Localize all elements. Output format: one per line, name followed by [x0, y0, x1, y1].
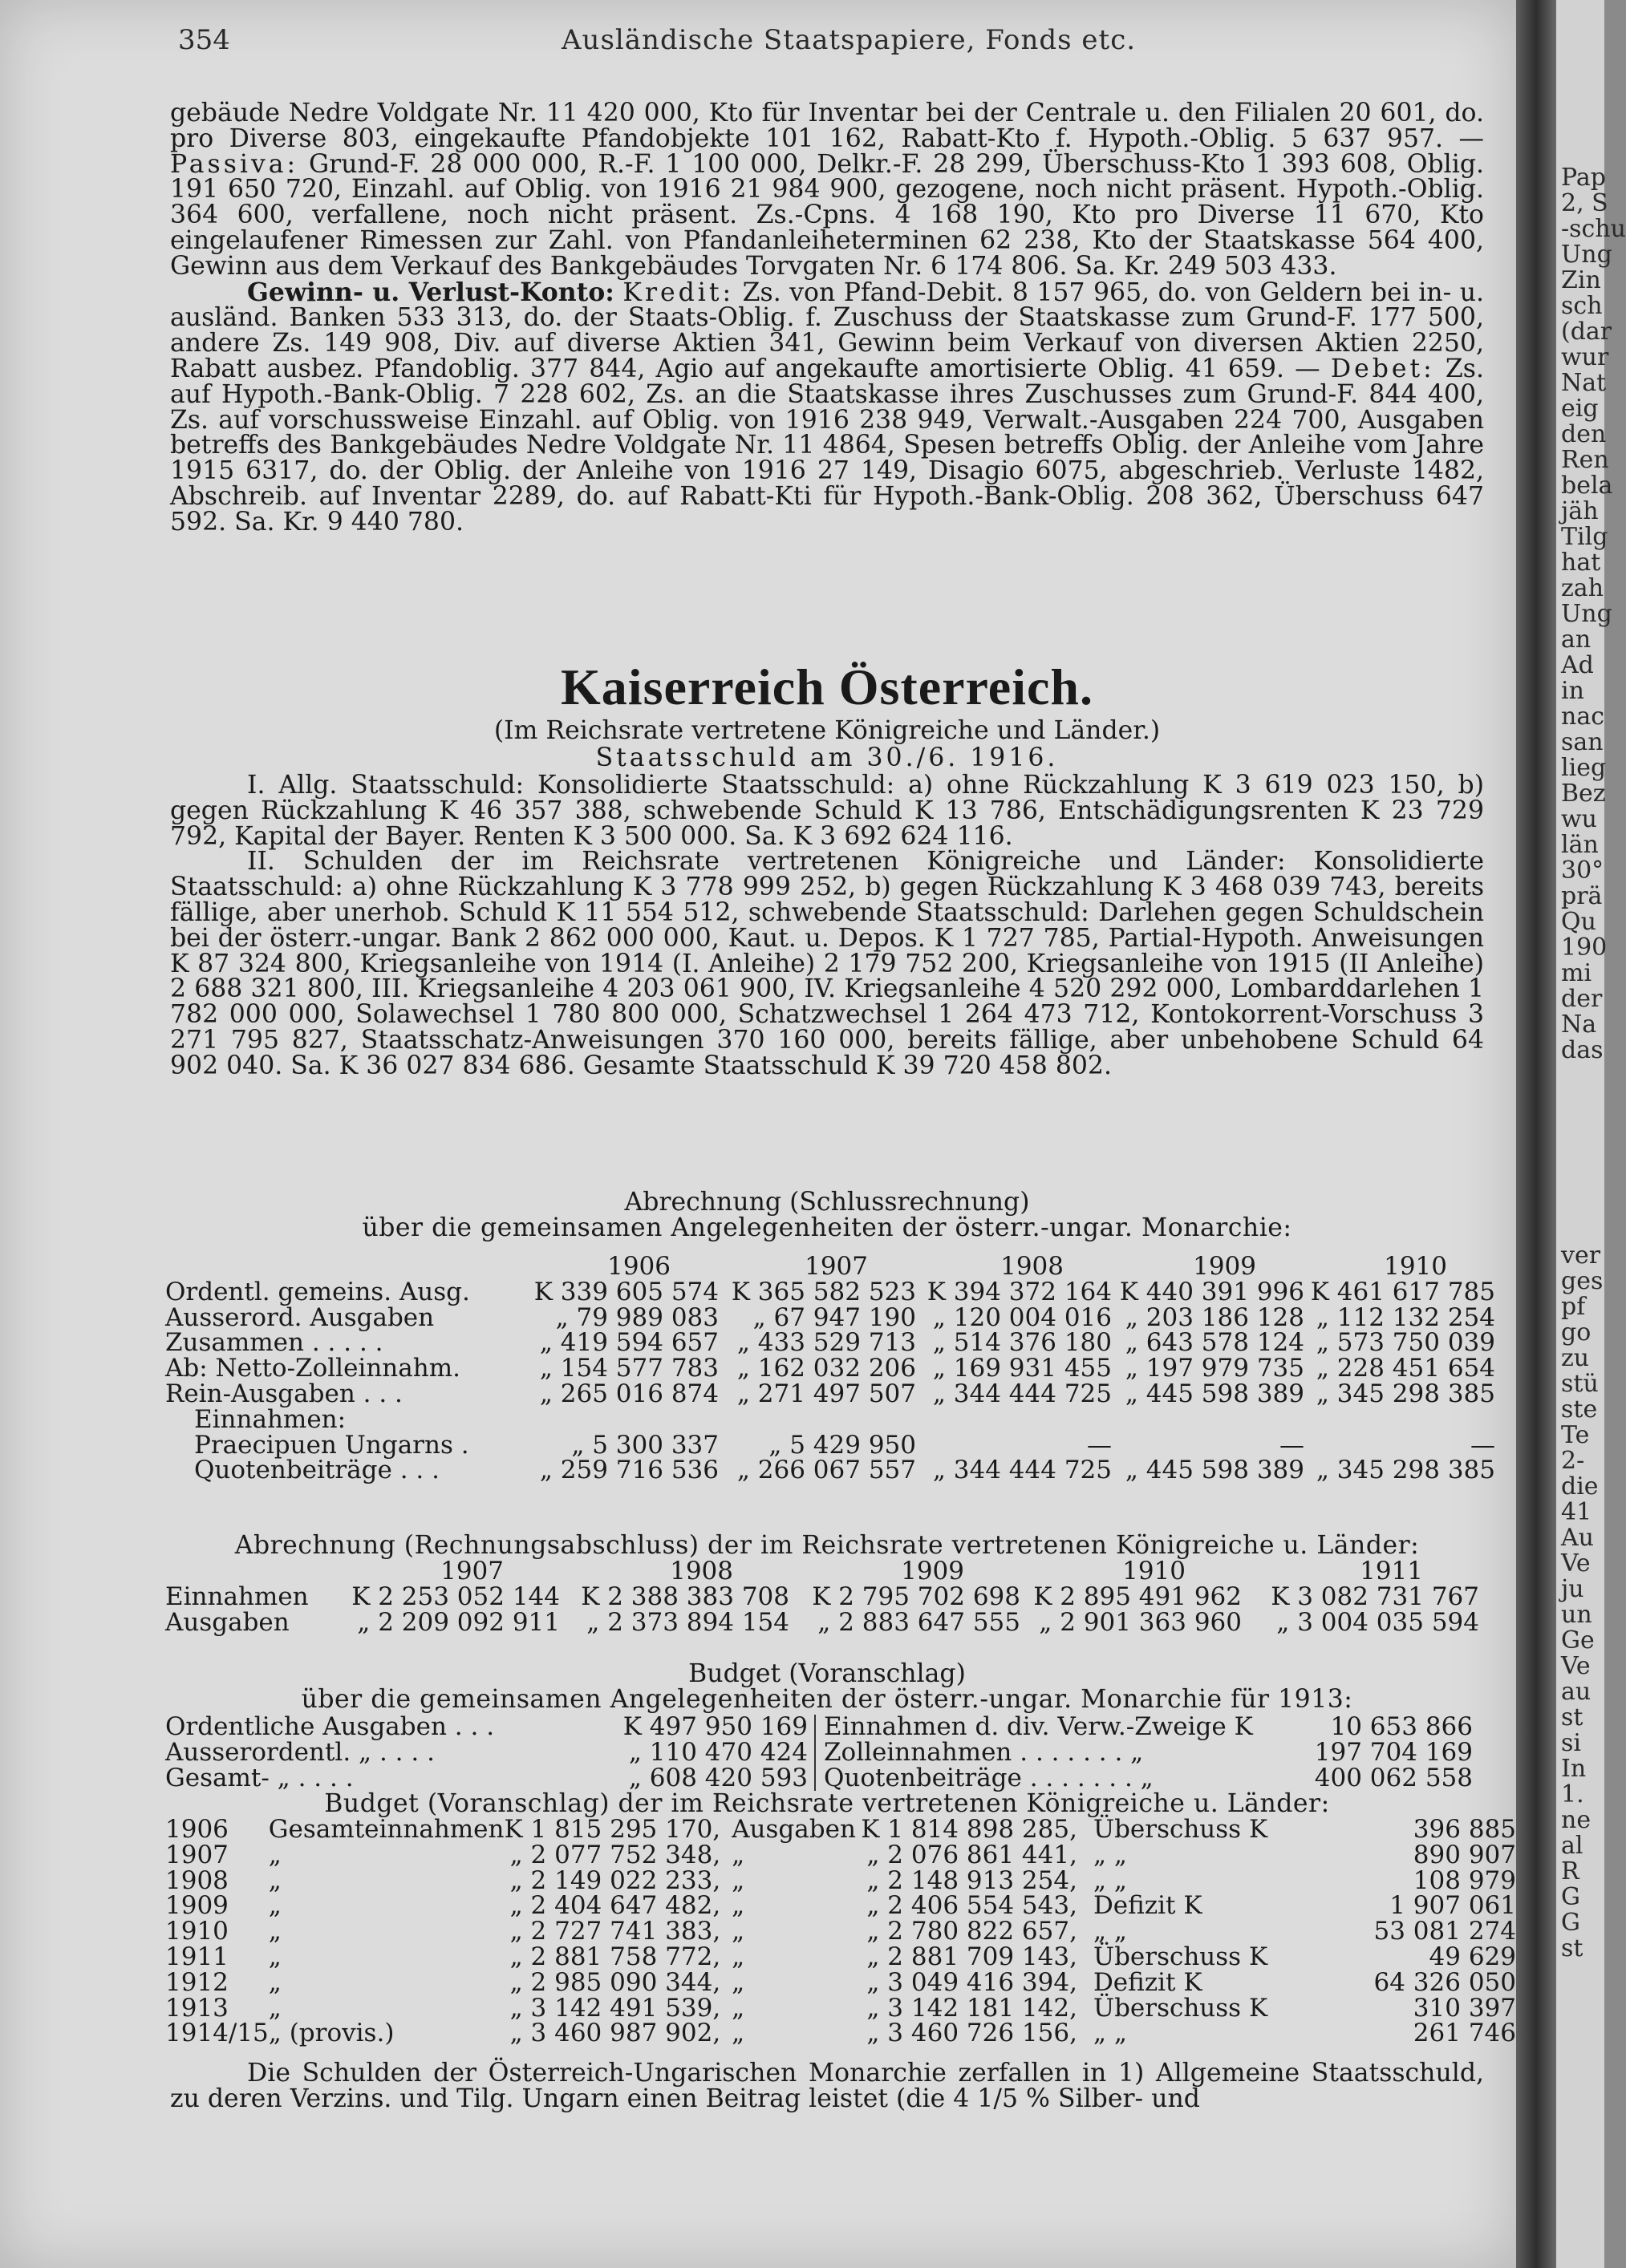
book-gutter: [1516, 0, 1556, 2268]
adjacent-page-fragment: Bez: [1561, 780, 1606, 808]
year-header: 1910: [1384, 1252, 1447, 1281]
cell: „ 67 947 190: [752, 1302, 916, 1332]
cell: „: [732, 2019, 745, 2048]
row-label: Gesamt- „ . . . .: [165, 1763, 354, 1792]
cell: K 2 253 052 144: [351, 1582, 560, 1611]
adjacent-page-fragment: ne: [1561, 1806, 1592, 1834]
adjacent-page-fragment: Tilg: [1561, 523, 1608, 551]
table-row: [165, 1945, 1516, 1970]
year-header: 1909: [1193, 1252, 1256, 1281]
adjacent-page-fragment: nac: [1561, 703, 1605, 731]
adjacent-page-fragment: go: [1561, 1318, 1592, 1347]
abrechnung-heading: Abrechnung (Schlussrechnung): [624, 1188, 1030, 1217]
adjacent-page-fragment: Qu: [1561, 908, 1596, 936]
year-cell: 1908: [165, 1865, 229, 1895]
cell: „: [732, 1865, 745, 1895]
row-label: Ausserord. Ausgaben: [165, 1302, 435, 1332]
adjacent-page-fragment: wur: [1561, 343, 1609, 371]
year-header: 1910: [1122, 1557, 1186, 1586]
closing-text: Die Schulden der Österreich-Ungarischen Monarchie zerfallen in 1) Allgemeine Staatsschuld, zu deren Verzins. und Tilg. Ungarn einen Beitrag leistet (die 4 1/5 % Silber- und: [170, 2059, 1484, 2113]
budget2-table: [165, 1817, 1516, 2047]
cell: „ 197 979 735: [1125, 1354, 1304, 1383]
table-row: [165, 1715, 1473, 1740]
row-label: Zolleinnahmen . . . . . . . „: [824, 1737, 1144, 1767]
adjacent-page-fragment: si: [1561, 1729, 1581, 1757]
adjacent-page-fragment: st: [1561, 1703, 1583, 1731]
cell: 400 062 558: [1314, 1763, 1473, 1792]
adjacent-page-fragment: G: [1561, 1909, 1580, 1937]
cell: „ 2 780 822 657,: [866, 1917, 1077, 1946]
adjacent-page-fragment: 1.: [1561, 1780, 1584, 1808]
adjacent-page-fragment: 2, S: [1561, 189, 1608, 217]
cell: „ 120 004 016: [932, 1302, 1112, 1332]
cell: „ 445 598 389: [1125, 1379, 1304, 1408]
cell: „: [732, 1942, 745, 1971]
cell: „ (provis.): [268, 2019, 395, 2048]
adjacent-page-fragment: Au: [1561, 1524, 1594, 1552]
cell: „ 2 404 647 482,: [509, 1891, 721, 1921]
adjacent-page-fragment: al: [1561, 1832, 1583, 1860]
cell: „ 3 460 726 156,: [866, 2019, 1077, 2048]
table-row: [165, 1740, 1473, 1766]
cell: „ 169 931 455: [932, 1354, 1112, 1383]
cell: „ 608 420 593: [614, 1766, 815, 1792]
cell: „ 265 016 874: [539, 1379, 719, 1408]
adjacent-page-fragment: zu: [1561, 1344, 1590, 1372]
table-row: [165, 2021, 1516, 2047]
cell: K 394 372 164: [927, 1277, 1112, 1306]
cell: „: [732, 1917, 745, 1946]
cell: „ 5 429 950: [768, 1430, 916, 1460]
cell: „ 3 049 416 394,: [866, 1967, 1077, 1997]
table-row: [165, 1970, 1516, 1996]
cell: „ 2 881 709 143,: [866, 1942, 1077, 1971]
cell: „ „: [1093, 1865, 1127, 1895]
cell: „ 3 142 181 142,: [866, 1993, 1077, 2023]
adjacent-page-fragment: (dar: [1561, 318, 1612, 346]
row-label: Ordentliche Ausgaben . . .: [165, 1712, 495, 1741]
adjacent-page-fragment: Pap: [1561, 164, 1606, 192]
cell: „ 271 497 507: [736, 1379, 916, 1408]
row-label: Ausgaben: [165, 1607, 290, 1637]
row-label: Ausserordentl. „ . . . .: [165, 1737, 435, 1767]
cell: „ 344 444 725: [932, 1456, 1112, 1485]
budget1-heading: Budget (Voranschlag): [688, 1659, 966, 1688]
year-cell: 1914/15: [165, 2019, 269, 2048]
adjacent-page-fragment: pf: [1561, 1293, 1586, 1321]
cell: 396 885: [1413, 1815, 1516, 1844]
cell: „ 110 470 424: [614, 1740, 815, 1766]
adjacent-page-fragment: Ung: [1561, 241, 1612, 269]
page-number: 354: [178, 24, 230, 56]
kredit-text: Zs. von Pfand-Debit. 8 157 965, do. von Geldern bei in- u. ausländ. Banken 533 313, do. der Staats-Oblig. f. Zuschuss der Staatskasse zum Grund-F. 177 500, andere Zs. 149 908, Div. auf diverse Aktien 341, Gewinn beim Verkauf von diversen Aktien 2250, Rabatt ausbez. Pfandoblig. 377 844, Agio auf angekaufte amortisierte Oblig. 41 659. —: [170, 277, 1485, 383]
table-row: [165, 1843, 1516, 1869]
adjacent-page-fragment: län: [1561, 831, 1599, 859]
cell: K 2 388 383 708: [581, 1582, 789, 1611]
cell: „: [268, 1993, 282, 2023]
adjacent-page-fragment: mi: [1561, 959, 1592, 987]
closing-paragraph: [170, 2061, 1484, 2112]
row-label: Ab: Netto-Zolleinnahm.: [165, 1354, 460, 1383]
cell: „ 203 186 128: [1125, 1302, 1304, 1332]
budget1-table: [165, 1712, 1473, 1792]
table-row: [165, 1433, 1495, 1459]
cell: „ 2 077 752 348,: [509, 1840, 721, 1869]
table-row: [165, 1610, 1479, 1636]
cell: K 2 795 702 698: [812, 1582, 1020, 1611]
cell: 890 907: [1413, 1840, 1516, 1869]
cell: Überschuss K: [1093, 1993, 1268, 2023]
row-label: Zusammen . . . . .: [165, 1328, 383, 1358]
adjacent-page-fragment: san: [1561, 728, 1604, 756]
year-header: 1908: [670, 1557, 733, 1586]
budget1-subheading: über die gemeinsamen Angelegenheiten der österr.-ungar. Monarchie für 1913:: [301, 1685, 1353, 1714]
table-row: [165, 1407, 1495, 1433]
cell: K 461 617 785: [1310, 1277, 1495, 1306]
adjacent-page-fragment: zah: [1561, 574, 1604, 602]
year-header: 1908: [1000, 1252, 1064, 1281]
row-label: Quotenbeiträge . . .: [194, 1456, 440, 1485]
year-cell: 1911: [165, 1942, 229, 1971]
section-title: Kaiserreich Österreich.: [561, 658, 1093, 715]
running-title: Ausländische Staatspapiere, Fonds etc.: [562, 24, 1137, 56]
cell: Überschuss K: [1093, 1815, 1268, 1844]
cell: 10 653 866: [1330, 1712, 1473, 1741]
section-subtitle: (Im Reichsrate vertretene Königreiche und Länder.): [493, 716, 1161, 745]
year-cell: 1909: [165, 1891, 229, 1921]
abrechnung-subheading: über die gemeinsamen Angelegenheiten der österr.-ungar. Monarchie:: [362, 1213, 1292, 1242]
table-row: [165, 1458, 1495, 1484]
budget2-heading: Budget (Voranschlag) der im Reichsrate vertretenen Königreiche u. Länder:: [324, 1789, 1330, 1818]
adjacent-page-fragment: Ve: [1561, 1549, 1591, 1577]
cell: „ 162 032 206: [736, 1354, 916, 1383]
year-header: 1909: [901, 1557, 964, 1586]
year-cell: 1906: [165, 1815, 229, 1844]
cell: —: [1470, 1430, 1495, 1460]
cell: „: [732, 1967, 745, 1997]
cell: „: [268, 1891, 282, 1921]
cell: „ 259 716 536: [539, 1456, 719, 1485]
table-header-row: [165, 1559, 1479, 1585]
debt-paragraphs: [170, 773, 1484, 1079]
cell: „ „: [1093, 1840, 1127, 1869]
cell: K 2 895 491 962: [1033, 1582, 1242, 1611]
adjacent-page-fragment: den: [1561, 420, 1607, 448]
adjacent-page-fragment: eig: [1561, 395, 1599, 423]
adjacent-page-fragment: -schu: [1561, 215, 1626, 243]
cell: 197 704 169: [1314, 1737, 1473, 1767]
cell: „ 2 149 022 233,: [509, 1865, 721, 1895]
passiva-text: Grund-F. 28 000 000, R.-F. 1 100 000, Delkr.-F. 28 299, Überschuss-Kto 1 393 608, Oblig. 191 650 720, Einzahl. auf Oblig. von 1916 21 984 900, gezogene, noch nicht präsent. Hypoth.-Oblig. 364 600, verfallene, noch nicht präsent. Zs.-Cpns. 4 168 190, Kto pro Diverse 11 670, Kto eingelaufener Rimessen zur Zahl. von Pfandanleiheterminen 62 238, Kto der Staatskasse 564 400, Gewinn aus dem Verkauf des Bankgebäudes Torvgaten Nr. 6 174 806. Sa. Kr. 249 503 433.: [170, 149, 1485, 281]
year-header: 1906: [607, 1252, 671, 1281]
adjacent-page-fragment: an: [1561, 626, 1592, 654]
adjacent-page-fragment: der: [1561, 985, 1603, 1013]
row-label: Ordentl. gemeins. Ausg.: [165, 1277, 470, 1306]
adjacent-page-fragment: Ge: [1561, 1626, 1595, 1654]
cell: „: [268, 1942, 282, 1971]
cell: „ 3 004 035 594: [1276, 1607, 1479, 1637]
debet-label: Debet:: [1330, 354, 1435, 383]
adjacent-page-fragment: bela: [1561, 472, 1613, 500]
cell: „ 345 298 385: [1316, 1379, 1495, 1408]
cell: „: [268, 1917, 282, 1946]
year-cell: 1910: [165, 1917, 229, 1946]
cell: „: [268, 1840, 282, 1869]
cell: „ 228 451 654: [1316, 1354, 1495, 1383]
cell: K 1 815 295 170,: [504, 1815, 721, 1844]
cell: „: [732, 1993, 745, 2023]
cell: „ 514 376 180: [932, 1328, 1112, 1358]
cell: „ „: [1093, 1917, 1127, 1946]
row-label: Einnahmen: [165, 1582, 309, 1611]
debt-part-two: II. Schulden der im Reichsrate vertretenen Königreiche und Länder: Konsolidierte Staatsschuld: a) ohne Rückzahlung K 3 778 999 252, b) gegen Rückzahlung K 3 468 039 743, bereits fällige, aber unerhob. Schuld K 11 554 512, schwebende Staatsschuld: Darlehen gegen Schuldschein bei der österr.-ungar. Bank 2 862 000 000, Kaut. u. Depos. K 1 727 785, Partial-Hypoth. Anweisungen K 87 324 800, Kriegsanleihe von 1914 (I. Anleihe) 2 179 752 200, Kriegsanleihe von 1915 (II Anleihe) 2 688 321 800, III. Kriegsanleihe 4 203 061 900, IV. Kriegsanleihe 4 520 292 000, Lombarddarlehen 1 782 000 000, Solawechsel 1 780 800 000, Schatzwechsel 1 264 473 712, Kontokorrent-Vorschuss 3 271 795 827, Staatsschatz-Anweisungen 370 160 000, bereits fällige, aber unbehobene Schuld 64 902 040. Sa. K 36 027 834 686. Gesamte Staatsschuld K 39 720 458 802.: [170, 847, 1484, 1080]
cell: 53 081 274: [1373, 1917, 1516, 1946]
cell: „ 344 444 725: [932, 1379, 1112, 1408]
adjacent-page-fragment: Na: [1561, 1010, 1597, 1039]
adjacent-page-fragment: G: [1561, 1883, 1580, 1911]
cell: „: [268, 1967, 282, 1997]
adjacent-page-fragment: Ung: [1561, 600, 1612, 628]
cell: 49 629: [1429, 1942, 1516, 1971]
adjacent-page-fragment: 30°: [1561, 857, 1604, 885]
cell: Ausgaben: [732, 1815, 856, 1844]
year-header: 1907: [440, 1557, 504, 1586]
cell: 1 907 061: [1389, 1891, 1516, 1921]
year-cell: 1907: [165, 1840, 229, 1869]
bank-balance-continuation: [170, 101, 1484, 536]
adjacent-page-fragment: die: [1561, 1472, 1599, 1501]
table-row: [165, 1893, 1516, 1919]
table-row: [165, 1919, 1516, 1945]
cell: „ 266 067 557: [736, 1456, 916, 1485]
cell: K 1 814 898 285,: [861, 1815, 1077, 1844]
cell: „: [732, 1891, 745, 1921]
cell: „ 154 577 783: [539, 1354, 719, 1383]
cell: „ 112 132 254: [1316, 1302, 1495, 1332]
cell: „ 2 209 092 911: [357, 1607, 560, 1637]
adjacent-page-fragment: Nat: [1561, 369, 1607, 397]
table-header-row: [165, 1254, 1495, 1280]
table-row: [165, 1869, 1516, 1894]
cell: „ 79 989 083: [555, 1302, 719, 1332]
year-cell: 1913: [165, 1993, 229, 2023]
cell: Gesamteinnahmen: [268, 1815, 505, 1844]
row-label: Quotenbeiträge . . . . . . . „: [824, 1763, 1154, 1792]
cell: Defizit K: [1093, 1891, 1202, 1921]
cell: „: [732, 1840, 745, 1869]
cell: „ 445 598 389: [1125, 1456, 1304, 1485]
cell: „ 2 901 363 960: [1039, 1607, 1242, 1637]
cell: K 365 582 523: [731, 1277, 916, 1306]
cell: „ „: [1093, 2019, 1127, 2048]
aktiva-continuation: gebäude Nedre Voldgate Nr. 11 420 000, Kto für Inventar bei der Centrale u. den Filialen 20 601, do. pro Diverse 803, eingekaufte Pfandobjekte 101 162, Rabatt-Kto f. Hypoth.-Oblig. 5 637 957. —: [170, 99, 1484, 153]
year-header: 1911: [1360, 1557, 1423, 1586]
cell: Defizit K: [1093, 1967, 1202, 1997]
cell: „: [268, 1865, 282, 1895]
debet-text: Zs. auf Hypoth.-Bank-Oblig. 7 228 602, Zs. an die Staatskasse ihres Zuschusses zum Grund-F. 844 400, Zs. auf vorschussweise Einzahl. auf Oblig. von 1916 238 949, Verwalt.-Ausgaben 224 700, Ausgaben betreffs des Bankgebäudes Nedre Voldgate Nr. 11 4864, Spesen betreffs Oblig. der Anleihe vom Jahre 1915 6317, do. der Oblig. der Anleihe von 1916 27 149, Disagio 6075, abgeschrieb. Verluste 1482, Abschreib. auf Inventar 2289, do. auf Rabatt-Kti für Hypoth.-Bank-Oblig. 208 362, Überschuss 647 592. Sa. Kr. 9 440 780.: [170, 354, 1484, 537]
cell: „ 5 300 337: [571, 1430, 719, 1460]
adjacent-page-fragment: 41: [1561, 1498, 1592, 1526]
gv-konto-label: Gewinn- u. Verlust-Konto:: [247, 277, 614, 307]
cell: 261 746: [1413, 2019, 1516, 2048]
adjacent-page-fragment: Ren: [1561, 446, 1609, 474]
adjacent-page-fragment: Zin: [1561, 266, 1601, 294]
adjacent-page-fragment: Te: [1561, 1421, 1590, 1449]
table-row: [165, 1356, 1495, 1382]
adjacent-page-fragment: un: [1561, 1601, 1592, 1629]
cell: K 339 605 574: [533, 1277, 719, 1306]
table-row: [165, 1280, 1495, 1306]
adjacent-page-fragment: st: [1561, 1934, 1583, 1962]
kredit-label: Kredit:: [622, 277, 735, 307]
abrechnung-table: [165, 1254, 1495, 1484]
passiva-label: Passiva:: [170, 149, 299, 179]
cell: „ 433 529 713: [736, 1328, 916, 1358]
row-label: Praecipuen Ungarns .: [194, 1430, 469, 1460]
abrechnung2-heading: Abrechnung (Rechnungsabschluss) der im Reichsrate vertretenen Königreiche u. Länder:: [234, 1531, 1420, 1560]
cell: K 440 391 996: [1119, 1277, 1304, 1306]
cell: „ 2 373 894 154: [586, 1607, 789, 1637]
adjacent-page-fragment: au: [1561, 1678, 1592, 1706]
adjacent-page-fragment: jäh: [1561, 497, 1599, 525]
adjacent-page-fragment: in: [1561, 677, 1584, 705]
row-label: Rein-Ausgaben . . .: [165, 1379, 403, 1408]
adjacent-page-fragment: Ve: [1561, 1652, 1591, 1680]
adjacent-page-fragment: das: [1561, 1036, 1604, 1064]
adjacent-page-fragment: stü: [1561, 1370, 1599, 1398]
cell: „ 2 883 647 555: [817, 1607, 1020, 1637]
cell: 64 326 050: [1373, 1967, 1516, 1997]
cell: „ 2 881 758 772,: [509, 1942, 721, 1971]
adjacent-page-fragment: R: [1561, 1857, 1579, 1885]
cell: „ 2 406 554 543,: [866, 1891, 1077, 1921]
cell: „ 345 298 385: [1316, 1456, 1495, 1485]
cell: K 497 950 169: [614, 1715, 815, 1740]
cell: 310 397: [1413, 1993, 1516, 2023]
adjacent-page-edge: [1556, 0, 1626, 2268]
adjacent-page-fragment: hat: [1561, 549, 1601, 577]
adjacent-page-fragment: ver: [1561, 1241, 1601, 1270]
abrechnung2-table: [165, 1559, 1479, 1635]
cell: „ 2 985 090 344,: [509, 1967, 721, 1997]
adjacent-page-fragment: lieg: [1561, 754, 1607, 782]
adjacent-page-fragment: In: [1561, 1755, 1587, 1783]
year-cell: 1912: [165, 1967, 229, 1997]
adjacent-page-fragment: Ad: [1561, 651, 1594, 679]
debt-part-one: I. Allg. Staatsschuld: Konsolidierte Staatsschuld: a) ohne Rückzahlung K 3 619 023 150, b) gegen Rückzahlung K 46 357 388, schwebende Schuld K 13 786, Entschädigungsrenten K 23 729 792, Kapital der Bayer. Renten K 3 500 000. Sa. K 3 692 624 116.: [170, 771, 1484, 851]
table-row: [165, 1382, 1495, 1407]
table-row: [165, 1766, 1473, 1792]
cell: „ 419 594 657: [539, 1328, 719, 1358]
cell: „ 2 148 913 254,: [866, 1865, 1077, 1895]
cell: K 3 082 731 767: [1271, 1582, 1479, 1611]
cell: „ 2 727 741 383,: [509, 1917, 721, 1946]
table-row: [165, 1996, 1516, 2022]
adjacent-page-fragment: ges: [1561, 1267, 1604, 1295]
budget2-body: [165, 1817, 1516, 2047]
adjacent-page-fragment: sch: [1561, 292, 1603, 320]
adjacent-page-fragment: ju: [1561, 1575, 1584, 1603]
debt-heading: Staatsschuld am 30./6. 1916.: [595, 743, 1059, 772]
table-row: [165, 1330, 1495, 1356]
adjacent-page-fragment: ste: [1561, 1395, 1598, 1424]
cell: „ 2 076 861 441,: [866, 1840, 1077, 1869]
einnahmen-label: Einnahmen:: [194, 1404, 347, 1434]
year-header: 1907: [805, 1252, 868, 1281]
table-row: [165, 1817, 1516, 1843]
cell: —: [1087, 1430, 1112, 1460]
adjacent-page-fragment: prä: [1561, 882, 1603, 910]
cell: —: [1279, 1430, 1304, 1460]
cell: „ 643 578 124: [1125, 1328, 1304, 1358]
adjacent-page-fragment: wu: [1561, 805, 1597, 833]
adjacent-page-fragment: 190: [1561, 934, 1608, 962]
cell: „ 573 750 039: [1316, 1328, 1495, 1358]
cell: „ 3 460 987 902,: [509, 2019, 721, 2048]
cell: „ 3 142 491 539,: [509, 1993, 721, 2023]
row-label: Einnahmen d. div. Verw.-Zweige K: [824, 1712, 1253, 1741]
table-row: [165, 1585, 1479, 1610]
cell: 108 979: [1413, 1865, 1516, 1895]
adjacent-page-fragment: 2-: [1561, 1447, 1585, 1475]
cell: Überschuss K: [1093, 1942, 1268, 1971]
table-row: [165, 1306, 1495, 1331]
